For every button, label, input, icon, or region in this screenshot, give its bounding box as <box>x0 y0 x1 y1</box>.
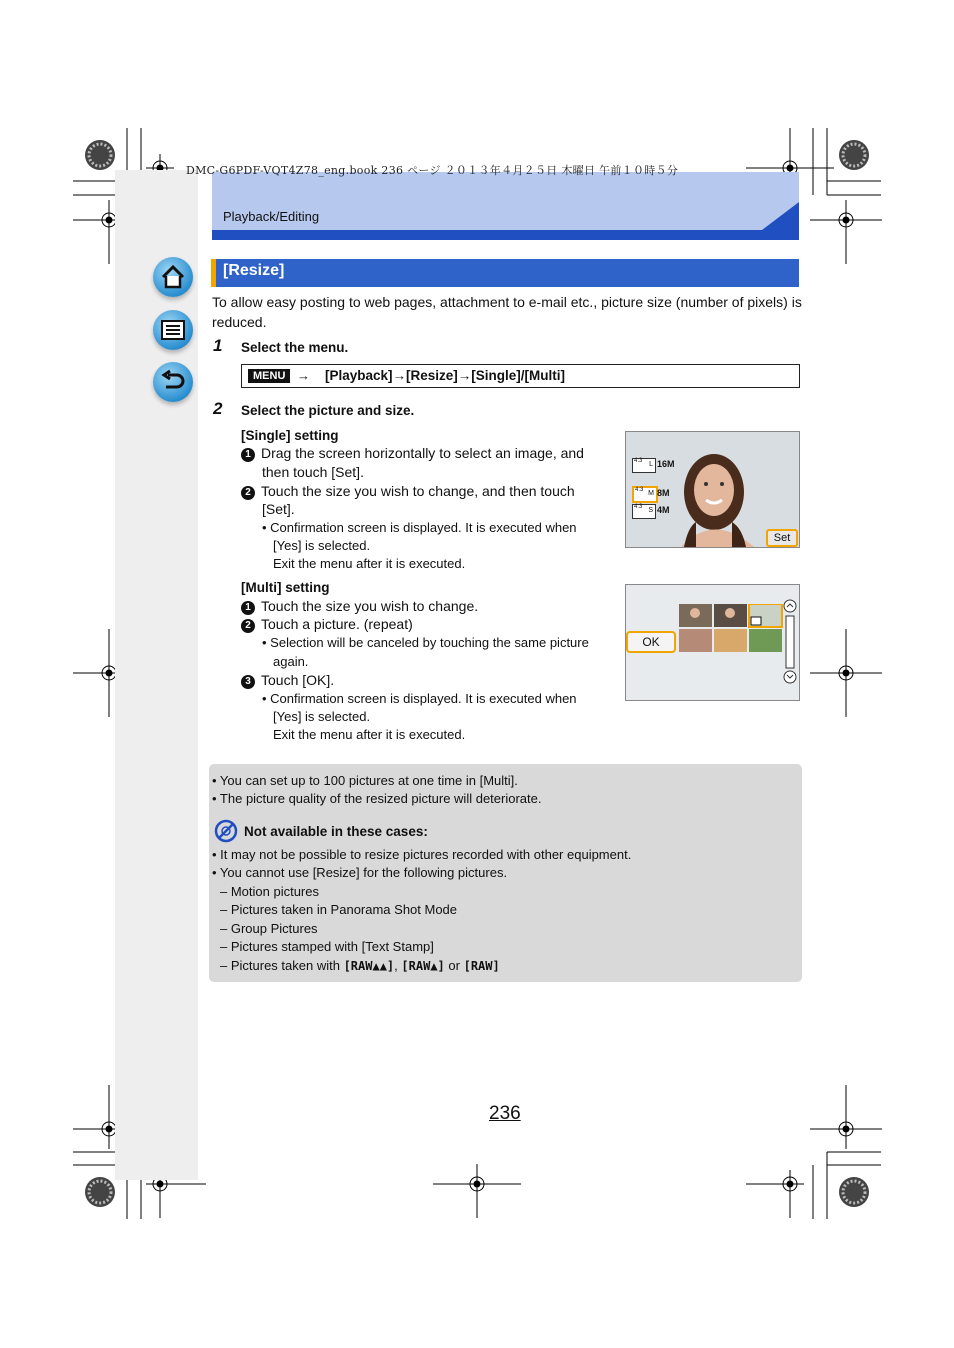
home-button[interactable] <box>153 257 193 297</box>
ratio-label-s: 4:3 <box>634 504 643 510</box>
section-accent <box>211 259 216 287</box>
menu-arrow: → <box>297 368 310 383</box>
multi-item-2 <box>241 615 413 634</box>
multi-bullet2-line1: • Confirmation screen is displayed. It is executed when <box>262 691 577 706</box>
single-bullet-line1: • Confirmation screen is displayed. It is executed when <box>262 520 577 535</box>
megapixel-label-4m: 4M <box>657 505 670 515</box>
circled-number-2: 2 <box>241 619 255 633</box>
section-title: [Resize] <box>223 262 285 279</box>
single-bullet-line2: [Yes] is selected. <box>273 538 371 553</box>
raw-fine-icon: [RAW▲▲] <box>343 959 395 973</box>
size-option-s[interactable] <box>632 504 656 519</box>
multi-item-2-text: Touch a picture. (repeat) <box>261 616 413 632</box>
single-screen-image <box>625 431 800 548</box>
single-item-1-line1: Drag the screen horizontally to select an image, and <box>261 445 584 461</box>
single-item-2-line1: Touch the size you wish to change, and then touch <box>261 483 575 499</box>
single-bullet-line3: Exit the menu after it is executed. <box>273 556 466 571</box>
multi-item-1 <box>241 597 478 616</box>
set-button[interactable]: Set <box>766 529 798 547</box>
na-sub-5 <box>220 958 500 973</box>
ratio-label-l: 4:3 <box>634 458 643 464</box>
raw-separator-2: or <box>444 958 464 973</box>
size-letter-m: M <box>648 490 654 497</box>
multi-heading: [Multi] setting <box>241 580 330 595</box>
single-item-1 <box>241 444 611 463</box>
back-button[interactable] <box>153 362 193 402</box>
print-line: DMC-G6PDF-VQT4Z78_eng.book 236 ページ ２０１３年４月２５日 木曜日 午前１０時５分 <box>186 164 679 177</box>
megapixel-label-8m: 8M <box>657 488 670 498</box>
na-line-2: • You cannot use [Resize] for the following pictures. <box>212 865 508 880</box>
return-arrow-icon <box>160 369 186 395</box>
not-available-icon <box>214 819 238 843</box>
multi-item-3-text: Touch [OK]. <box>261 672 335 688</box>
single-heading: [Single] setting <box>241 428 339 443</box>
na-sub-3: – Group Pictures <box>220 921 318 936</box>
scrollbar[interactable] <box>783 599 797 685</box>
contents-button[interactable] <box>153 310 193 350</box>
multi-screen-image <box>625 584 800 701</box>
single-item-2-line2: [Set]. <box>262 501 295 517</box>
na-sub-2: – Pictures taken in Panorama Shot Mode <box>220 902 458 917</box>
raw-fine-label: RAW <box>350 959 373 973</box>
raw-separator-1: , <box>394 958 402 973</box>
notes-box <box>209 764 802 982</box>
home-icon <box>160 264 186 290</box>
section-header <box>211 259 799 287</box>
multi-bullet2-line3: Exit the menu after it is executed. <box>273 727 466 742</box>
circled-number-1: 1 <box>241 601 255 615</box>
raw-icon: [RAW] <box>463 959 500 973</box>
thumbnail-grid <box>679 604 783 652</box>
step-1-text: Select the menu. <box>241 340 349 355</box>
circled-number-2: 2 <box>241 486 255 500</box>
menu-path-box <box>241 364 800 388</box>
step-number-2: 2 <box>213 399 223 418</box>
multi-item-1-text: Touch the size you wish to change. <box>261 598 479 614</box>
raw-standard-icon: [RAW▲] <box>401 959 445 973</box>
single-item-1-line2: then touch [Set]. <box>262 464 364 480</box>
note-line-2: • The picture quality of the resized picture will deteriorate. <box>212 791 542 806</box>
raw-standard-label: RAW <box>408 959 431 973</box>
circled-number-3: 3 <box>241 675 255 689</box>
size-letter-s: S <box>648 507 653 514</box>
menu-button-label: MENU <box>248 369 290 383</box>
step-2-text: Select the picture and size. <box>241 403 415 418</box>
list-icon <box>160 317 186 343</box>
na-sub-4: – Pictures stamped with [Text Stamp] <box>220 939 434 954</box>
na-sub-1: – Motion pictures <box>220 884 319 899</box>
size-option-m[interactable] <box>632 486 658 503</box>
circled-number-1: 1 <box>241 448 255 462</box>
multi-bullet1-line1: • Selection will be canceled by touching the same picture <box>262 635 589 650</box>
breadcrumb[interactable]: Playback/Editing <box>223 209 320 224</box>
intro-text: To allow easy posting to web pages, attachment to e-mail etc., picture size (number of pixels) is reduced. <box>212 294 802 330</box>
note-line-1: • You can set up to 100 pictures at one time in [Multi]. <box>212 773 518 788</box>
raw-label: RAW <box>470 959 493 973</box>
single-item-2 <box>241 482 611 501</box>
menu-path: [Playback]→[Resize]→[Single]/[Multi] <box>325 368 566 383</box>
na-line-1: • It may not be possible to resize pictures recorded with other equipment. <box>212 847 632 862</box>
multi-bullet2-line2: [Yes] is selected. <box>273 709 371 724</box>
ok-button[interactable]: OK <box>626 631 676 653</box>
size-letter-l: L <box>649 461 653 468</box>
header-band <box>212 172 799 240</box>
na-sub-5-prefix: – Pictures taken with <box>220 958 344 973</box>
size-option-l[interactable] <box>632 458 656 473</box>
ratio-label-m: 4:3 <box>635 487 644 493</box>
step-number-1: 1 <box>213 336 223 355</box>
not-available-title: Not available in these cases: <box>244 824 428 839</box>
multi-item-3 <box>241 671 334 690</box>
page-number: 236 <box>489 1103 521 1124</box>
multi-bullet1-line2: again. <box>273 654 309 669</box>
megapixel-label-16m: 16M <box>657 459 675 469</box>
